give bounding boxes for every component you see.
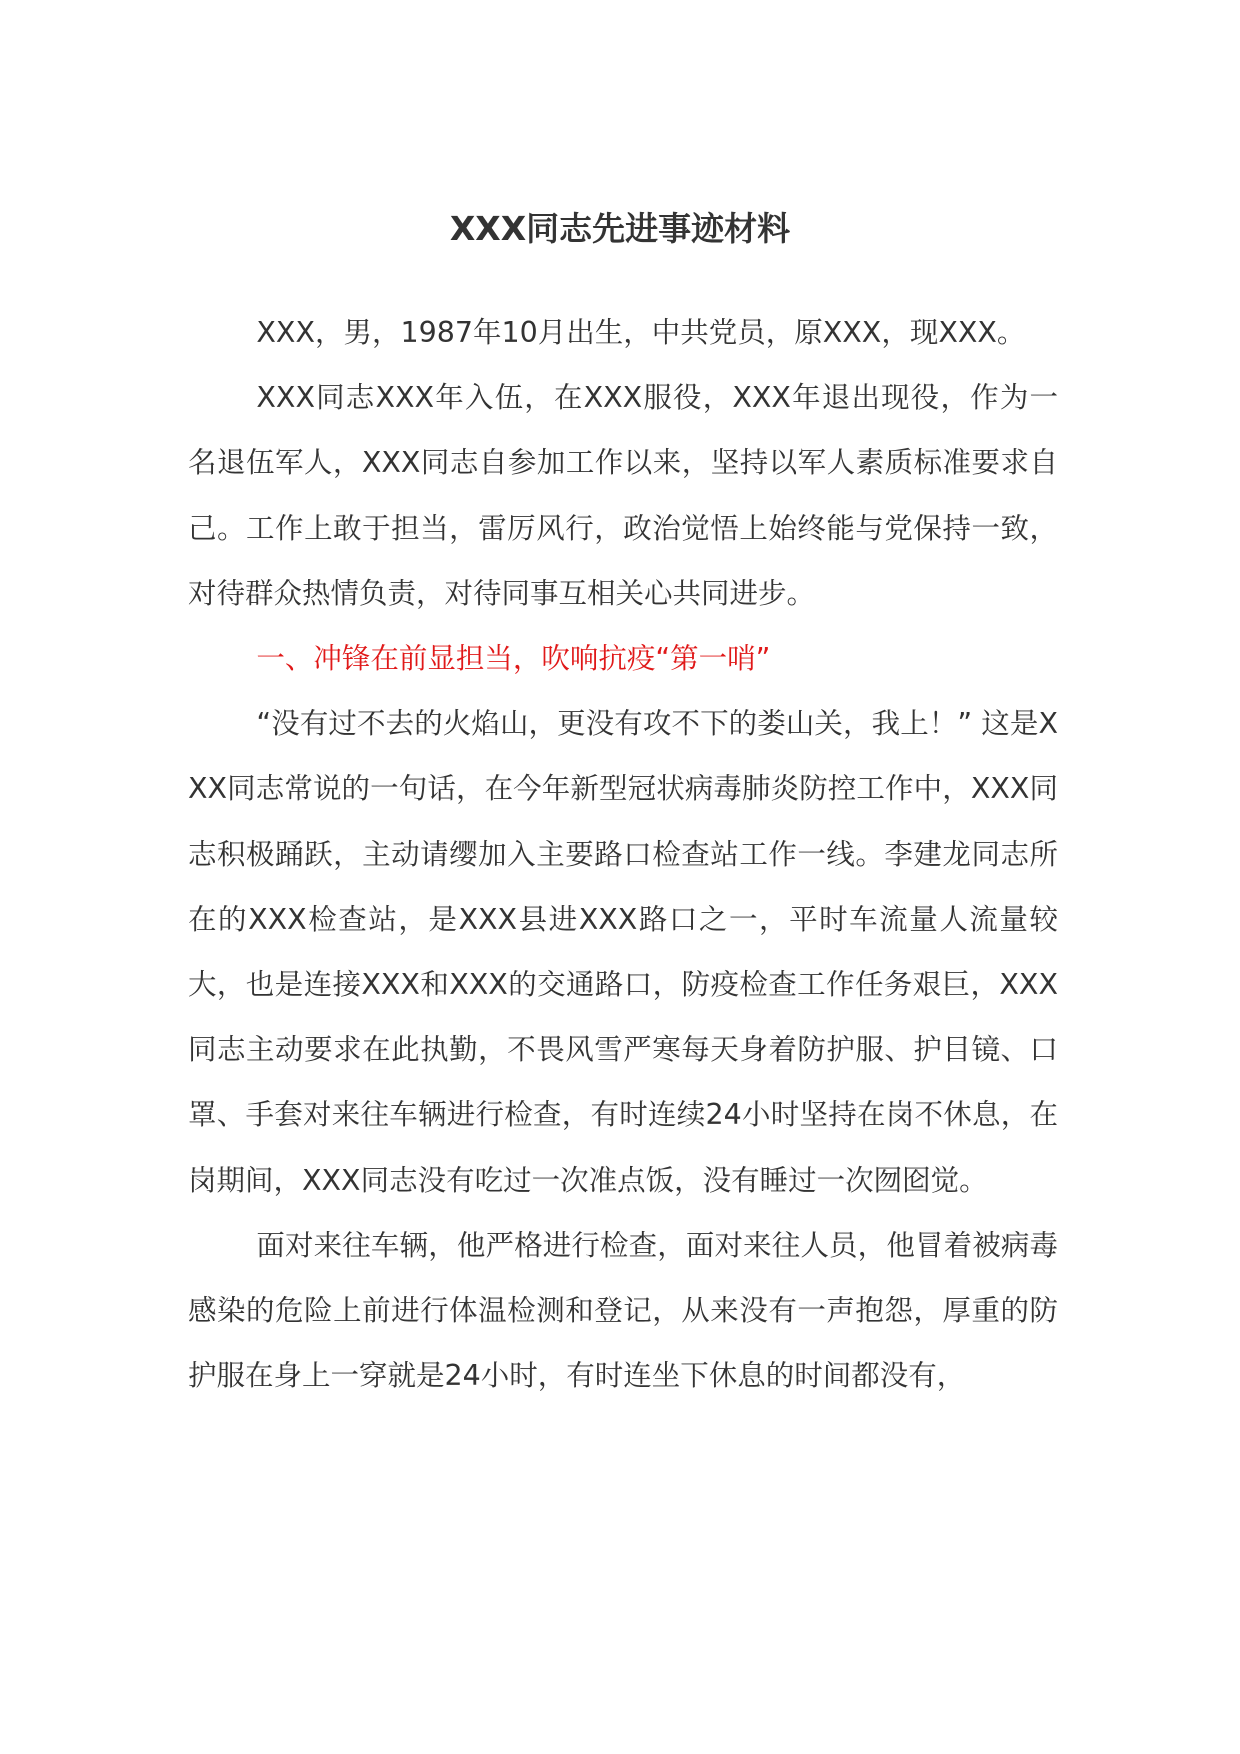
paragraph-frontline: “没有过不去的火焰山，更没有攻不下的娄山关，我上！” 这是XXX同志常说的一句话，在今年新型冠状病毒肺炎防控工作中，XXX同志积极踊跃，主动请缨加入主要路口检查站工作一线。李建龙同志所在的XXX检查站，是XXX县进XXX路口之一，平时车流量人流量较大，也是连接XXX和XXX的交通路口，防疫检查工作任务艰巨，XXX同志主动要求在此执勤，不畏风雪严寒每天身着防护服、护目镜、口罩、手套对来往车辆进行检查，有时连续24小时坚持在岗不休息，在岗期间，XXX同志没有吃过一次准点饭，没有睡过一次囫囵觉。 [188, 707, 1058, 1197]
section-heading-1: 一、冲锋在前显担当，吹响抗疫“第一哨” [256, 642, 771, 676]
document-title: XXX同志先进事迹材料 [449, 209, 791, 248]
paragraph-inspection: 面对来往车辆，他严格进行检查，面对来往人员，他冒着被病毒感染的危险上前进行体温检测和登记，从来没有一声抱怨，厚重的防护服在身上一穿就是24小时，有时连坐下休息的时间都没有， [188, 1228, 1058, 1393]
paragraph-background: XXX同志XXX年入伍，在XXX服役，XXX年退出现役，作为一名退伍军人，XXX同志自参加工作以来，坚持以军人素质标准要求自己。工作上敢于担当，雷厉风行，政治觉悟上始终能与党保持一致，对待群众热情负责，对待同事互相关心共同进步。 [188, 381, 1058, 610]
paragraph-intro: XXX，男，1987年10月出生，中共党员，原XXX，现XXX。 [256, 316, 1026, 349]
document-body [188, 300, 1058, 1408]
